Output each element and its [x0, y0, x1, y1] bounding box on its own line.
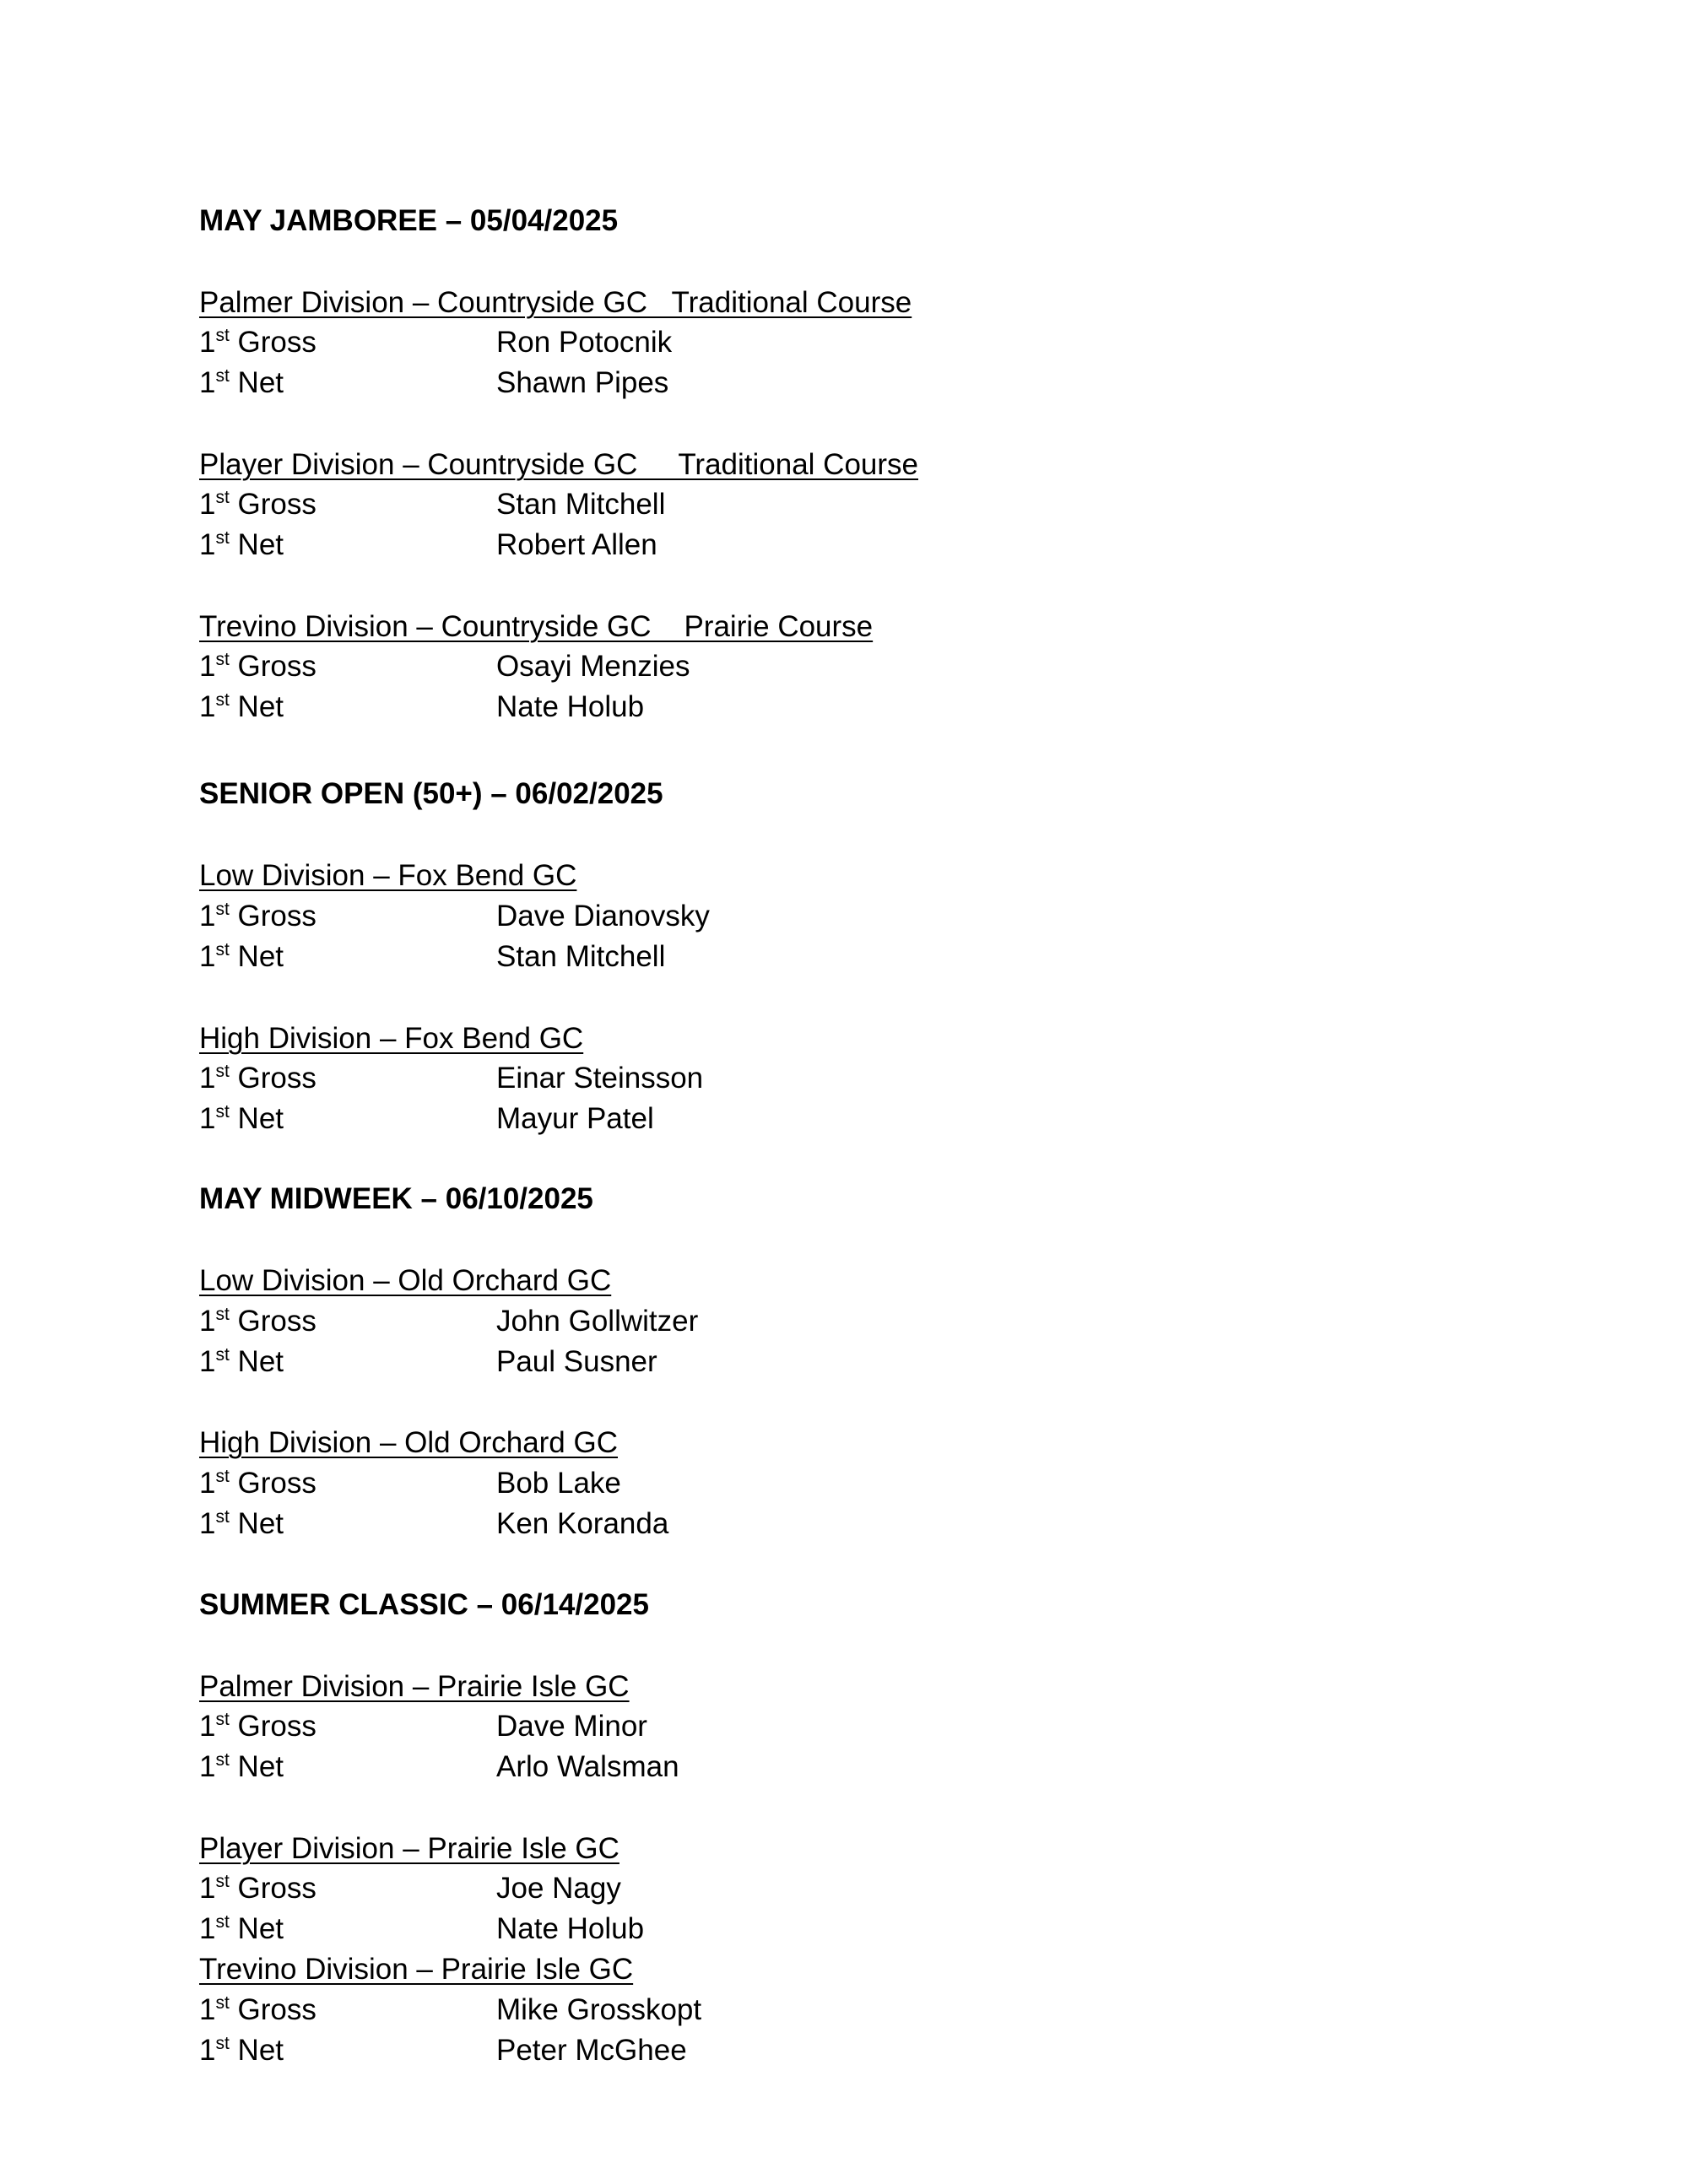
result-row [199, 1750, 1212, 1789]
place-label: 1st Gross [199, 1872, 316, 1905]
place-label: 1st Gross [199, 326, 316, 359]
division-title: Low Division – Fox Bend GC [199, 859, 577, 892]
place-label: 1st Gross [199, 900, 316, 933]
place-label: 1st Gross [199, 488, 316, 521]
division-title: Palmer Division – Prairie Isle GC [199, 1670, 630, 1703]
division-title: Player Division – Prairie Isle GC [199, 1832, 619, 1865]
division-title: Palmer Division – Countryside GC Traditional Course [199, 286, 912, 319]
place-label: 1st Net [199, 366, 284, 399]
place-label: 1st Net [199, 1345, 284, 1378]
place-label: 1st Net [199, 1507, 284, 1540]
place-label: 1st Net [199, 940, 284, 973]
winner-name: Shawn Pipes [496, 366, 669, 399]
winner-name: Stan Mitchell [496, 940, 666, 973]
place-label: 1st Gross [199, 1305, 316, 1338]
event-title: SUMMER CLASSIC – 06/14/2025 [199, 1588, 649, 1621]
winner-name: Arlo Walsman [496, 1750, 679, 1783]
division-title: Trevino Division – Countryside GC Prairie Course [199, 610, 874, 643]
place-label: 1st Net [199, 690, 284, 723]
result-row [199, 1305, 1212, 1343]
place-label: 1st Net [199, 1750, 284, 1783]
result-row [199, 528, 1212, 567]
winner-name: Einar Steinsson [496, 1062, 704, 1095]
winner-name: Mike Grosskopt [496, 1993, 702, 2026]
result-row [199, 1710, 1212, 1749]
winner-name: Bob Lake [496, 1467, 621, 1500]
winner-name: Stan Mitchell [496, 488, 666, 521]
event-title: MAY JAMBOREE – 05/04/2025 [199, 204, 619, 237]
result-row [199, 366, 1212, 405]
division-title: Low Division – Old Orchard GC [199, 1264, 612, 1297]
division-title: Trevino Division – Prairie Isle GC [199, 1953, 634, 1986]
result-row [199, 488, 1212, 527]
result-row [199, 326, 1212, 365]
event-title: MAY MIDWEEK – 06/10/2025 [199, 1182, 593, 1215]
result-row [199, 1912, 1212, 1951]
winner-name: Dave Dianovsky [496, 900, 710, 933]
place-label: 1st Gross [199, 1710, 316, 1743]
place-label: 1st Net [199, 1102, 284, 1135]
place-label: 1st Net [199, 2034, 284, 2067]
winner-name: Joe Nagy [496, 1872, 621, 1905]
result-row [199, 1102, 1212, 1141]
winner-name: Dave Minor [496, 1710, 647, 1743]
division-title: Player Division – Countryside GC Traditional Course [199, 448, 919, 481]
winner-name: Peter McGhee [496, 2034, 687, 2067]
event-title: SENIOR OPEN (50+) – 06/02/2025 [199, 777, 663, 810]
result-row [199, 1993, 1212, 2032]
place-label: 1st Gross [199, 650, 316, 683]
winner-name: Paul Susner [496, 1345, 657, 1378]
place-label: 1st Net [199, 1912, 284, 1945]
winner-name: Ron Potocnik [496, 326, 673, 359]
result-row [199, 2034, 1212, 2073]
result-row [199, 650, 1212, 689]
result-row [199, 900, 1212, 938]
winner-name: Robert Allen [496, 528, 657, 561]
winner-name: Osayi Menzies [496, 650, 690, 683]
winner-name: Nate Holub [496, 1912, 645, 1945]
place-label: 1st Gross [199, 1467, 316, 1500]
result-row [199, 1467, 1212, 1506]
division-title: High Division – Fox Bend GC [199, 1022, 584, 1055]
result-row [199, 1345, 1212, 1384]
result-row [199, 1062, 1212, 1100]
winner-name: John Gollwitzer [496, 1305, 699, 1338]
winner-name: Mayur Patel [496, 1102, 654, 1135]
place-label: 1st Gross [199, 1993, 316, 2026]
winner-name: Nate Holub [496, 690, 645, 723]
result-row [199, 940, 1212, 979]
result-row [199, 1507, 1212, 1546]
result-row [199, 690, 1212, 729]
result-row [199, 1872, 1212, 1911]
place-label: 1st Net [199, 528, 284, 561]
division-title: High Division – Old Orchard GC [199, 1426, 618, 1459]
winner-name: Ken Koranda [496, 1507, 669, 1540]
place-label: 1st Gross [199, 1062, 316, 1095]
